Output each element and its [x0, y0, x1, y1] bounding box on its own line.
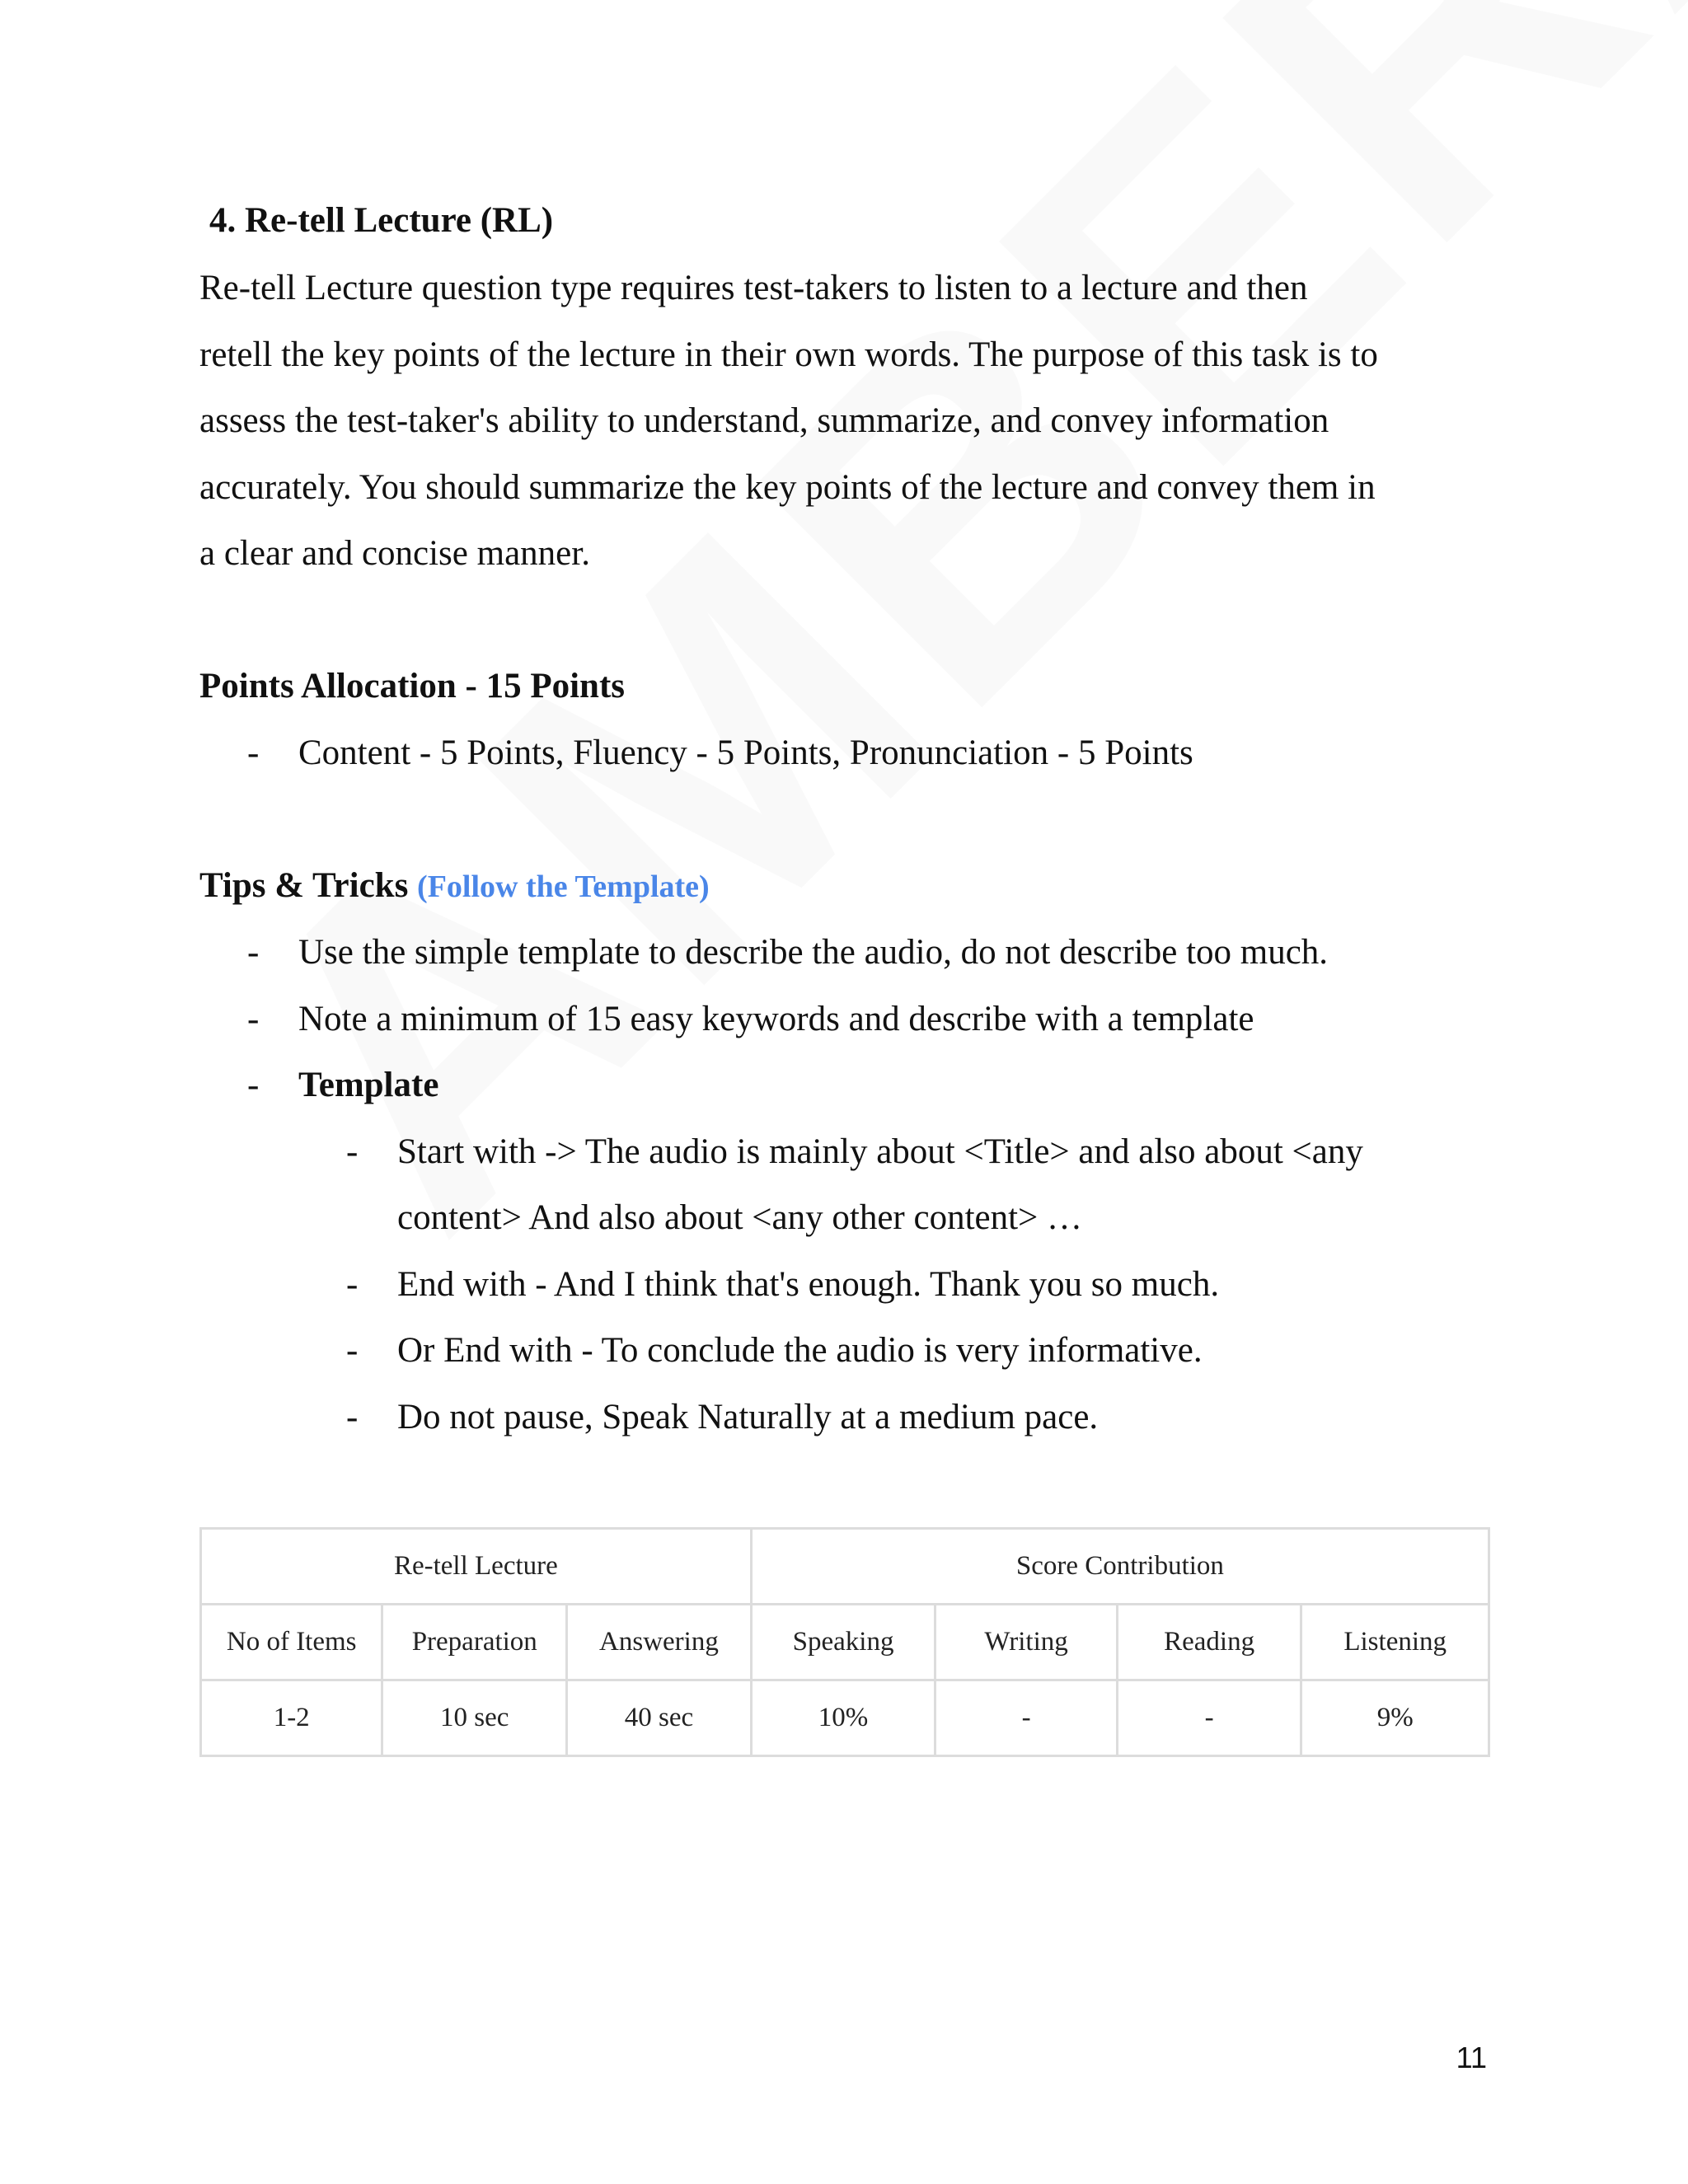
points-item-text: Content - 5 Points, Fluency - 5 Points, Pronunciation - 5 Points	[298, 733, 1193, 772]
tips-list	[199, 920, 1493, 1119]
template-label: Template	[298, 1066, 439, 1104]
list-item	[199, 1385, 1493, 1451]
template-item-text: content> And also about <any other content> …	[397, 1198, 1083, 1237]
tips-item-text: Use the simple template to describe the audio, do not describe too much.	[298, 933, 1329, 972]
intro-line: a clear and concise manner.	[199, 534, 590, 573]
table-cell: -	[1117, 1680, 1301, 1756]
table-cell: 10 sec	[382, 1680, 567, 1756]
table-cell: 9%	[1301, 1680, 1489, 1756]
table-header-cell: Reading	[1117, 1605, 1301, 1680]
template-item-text: End with - And I think that's enough. Thank you so much.	[397, 1264, 1220, 1304]
spacer	[199, 786, 1493, 853]
points-heading: Points Allocation - 15 Points	[199, 667, 626, 705]
table-cell: 40 sec	[567, 1680, 752, 1756]
template-list	[199, 1119, 1493, 1451]
tips-heading	[199, 853, 1493, 921]
page-content	[199, 196, 1493, 1451]
bullet-dash: -	[247, 933, 260, 972]
table-cell: -	[935, 1680, 1118, 1756]
list-item	[199, 1052, 1493, 1119]
table-header-cell: Speaking	[751, 1605, 935, 1680]
table-header-cell: Listening	[1301, 1605, 1489, 1680]
template-item-text: Start with -> The audio is mainly about <Title> and also about <any	[397, 1132, 1363, 1171]
intro-paragraph	[199, 246, 1493, 588]
tips-heading-text: Tips & Tricks	[199, 865, 409, 905]
table-group-row	[201, 1529, 1489, 1605]
table-cell: 1-2	[201, 1680, 382, 1756]
list-item	[199, 1252, 1493, 1319]
table-cell: 10%	[751, 1680, 935, 1756]
bullet-dash: -	[346, 1264, 359, 1304]
list-item	[199, 987, 1493, 1053]
bullet-dash: -	[346, 1132, 359, 1171]
table-header-row	[201, 1605, 1489, 1680]
table-row	[201, 1680, 1489, 1756]
table-header-cell: Preparation	[382, 1605, 567, 1680]
table-group-cell: Re-tell Lecture	[201, 1529, 752, 1605]
table-header-cell: No of Items	[201, 1605, 382, 1680]
list-item	[199, 720, 1493, 787]
tips-item-text: Note a minimum of 15 easy keywords and describe with a template	[298, 999, 1254, 1038]
intro-line: accurately. You should summarize the key points of the lecture and convey them in	[199, 467, 1376, 507]
table-header-cell: Writing	[935, 1605, 1118, 1680]
bullet-dash: -	[346, 1397, 359, 1436]
list-item	[199, 1318, 1493, 1385]
bullet-dash: -	[346, 1331, 359, 1370]
spacer	[199, 588, 1493, 654]
intro-line: Re-tell Lecture question type requires test-takers to listen to a lecture and then	[199, 269, 1308, 307]
table-group-cell: Score Contribution	[751, 1529, 1489, 1605]
table-header-cell: Answering	[567, 1605, 752, 1680]
score-table	[199, 1527, 1490, 1757]
template-item-text: Or End with - To conclude the audio is very informative.	[397, 1331, 1203, 1370]
bullet-dash: -	[247, 1066, 260, 1104]
tips-heading-note: (Follow the Template)	[417, 869, 710, 904]
bullet-dash: -	[247, 999, 260, 1038]
intro-line: retell the key points of the lecture in their own words. The purpose of this task is to	[199, 335, 1378, 374]
list-item	[199, 1119, 1493, 1252]
section-title: 4. Re-tell Lecture (RL)	[209, 201, 554, 240]
page-number: 11	[1456, 2041, 1487, 2074]
bullet-dash: -	[247, 733, 260, 772]
list-item	[199, 920, 1493, 987]
intro-line: assess the test-taker's ability to understand, summarize, and convey information	[199, 401, 1329, 440]
points-list	[199, 720, 1493, 787]
template-item-text: Do not pause, Speak Naturally at a medium pace.	[397, 1397, 1099, 1436]
